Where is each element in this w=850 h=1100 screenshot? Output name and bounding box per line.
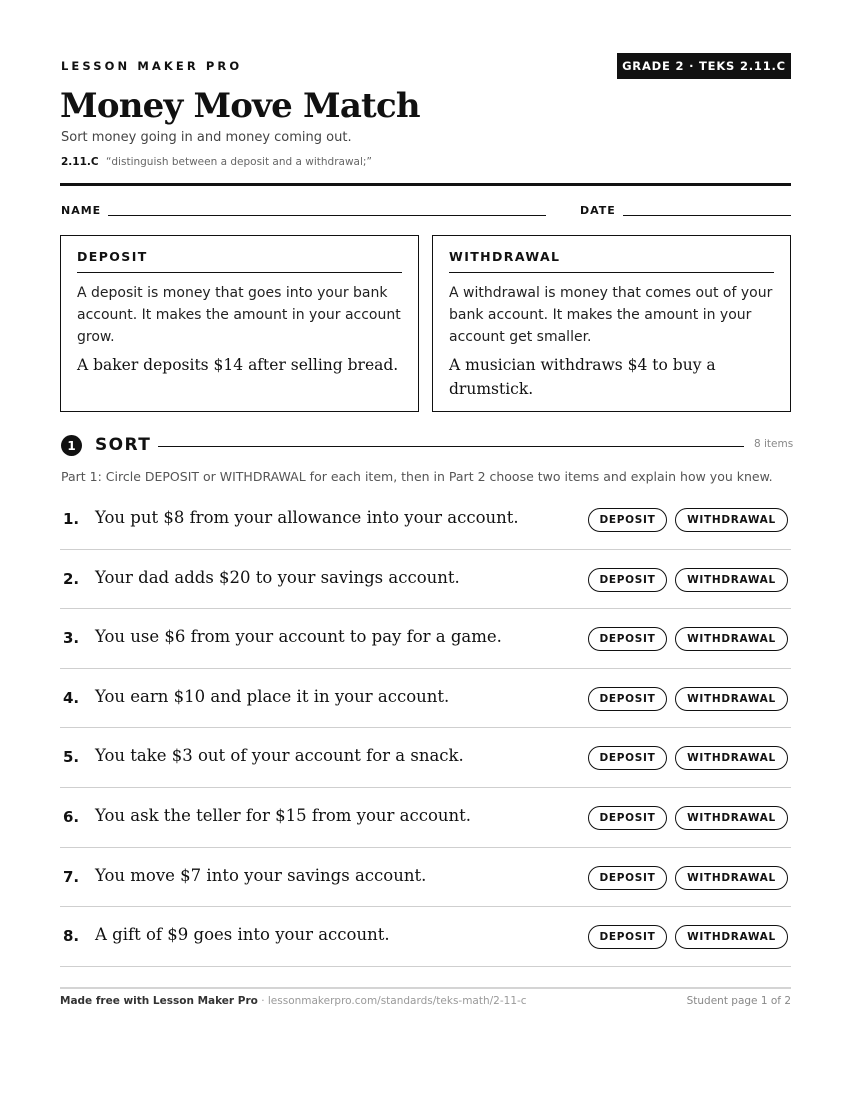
standard-text: “distinguish between a deposit and a withdrawal;” xyxy=(105,156,372,168)
item-number: 7. xyxy=(63,867,80,886)
list-item xyxy=(60,609,791,669)
brand-name: LESSON MAKER PRO xyxy=(61,59,243,73)
item-number: 8. xyxy=(63,927,80,946)
item-text: You ask the teller for $15 from your account. xyxy=(95,805,472,825)
item-list xyxy=(60,490,791,967)
list-item xyxy=(60,848,791,908)
withdrawal-choice-button[interactable]: WITHDRAWAL xyxy=(675,866,788,890)
date-field[interactable] xyxy=(623,215,791,216)
item-number: 4. xyxy=(63,688,80,707)
deposit-choice-button[interactable]: DEPOSIT xyxy=(588,508,667,532)
item-count: 8 items xyxy=(754,438,794,450)
worksheet-title: Money Move Match xyxy=(60,86,420,126)
withdrawal-choice-button[interactable]: WITHDRAWAL xyxy=(675,627,788,651)
name-label: NAME xyxy=(61,204,102,217)
section-title: SORT xyxy=(95,435,152,455)
deposit-choice-button[interactable]: DEPOSIT xyxy=(588,746,667,770)
deposit-example: A baker deposits $14 after selling bread. xyxy=(77,356,399,374)
withdrawal-example: A musician withdraws $4 to buy a drumstick. xyxy=(449,356,716,398)
item-text: You put $8 from your allowance into your account. xyxy=(95,508,519,527)
footer-credit xyxy=(60,995,527,1007)
footer-url[interactable]: lessonmakerpro.com/standards/teks-math/2-11-c xyxy=(267,995,527,1007)
withdrawal-definition-text: A withdrawal is money that comes out of your bank account. It makes the amount in your account get smaller. xyxy=(449,285,773,345)
item-text: You earn $10 and place it in your account. xyxy=(95,686,450,706)
item-text: You use $6 from your account to pay for a game. xyxy=(95,627,502,647)
withdrawal-choice-button[interactable]: WITHDRAWAL xyxy=(675,508,788,532)
deposit-choice-button[interactable]: DEPOSIT xyxy=(588,806,667,830)
worksheet-subtitle: Sort money going in and money coming out. xyxy=(61,130,352,145)
withdrawal-choice-button[interactable]: WITHDRAWAL xyxy=(675,806,788,830)
footer-made-with: Made free with Lesson Maker Pro xyxy=(60,995,258,1007)
standard-code: 2.11.C xyxy=(61,156,99,168)
list-item xyxy=(60,907,791,967)
list-item xyxy=(60,490,791,550)
deposit-choice-button[interactable]: DEPOSIT xyxy=(588,627,667,651)
item-text: You move $7 into your savings account. xyxy=(95,865,427,885)
item-number: 5. xyxy=(63,748,80,767)
page-indicator: Student page 1 of 2 xyxy=(686,995,791,1007)
item-number: 2. xyxy=(63,569,80,588)
withdrawal-choice-button[interactable]: WITHDRAWAL xyxy=(675,746,788,770)
grade-badge: GRADE 2 · TEKS 2.11.C xyxy=(617,53,791,79)
item-text: A gift of $9 goes into your account. xyxy=(95,925,390,945)
withdrawal-choice-button[interactable]: WITHDRAWAL xyxy=(675,568,788,592)
list-item xyxy=(60,728,791,788)
list-item xyxy=(60,550,791,610)
withdrawal-heading: WITHDRAWAL xyxy=(449,249,774,273)
list-item xyxy=(60,788,791,848)
item-number: 6. xyxy=(63,807,80,826)
instructions: Part 1: Circle DEPOSIT or WITHDRAWAL for each item, then in Part 2 choose two items and explain how you knew. xyxy=(61,469,773,484)
header-divider xyxy=(60,183,791,186)
withdrawal-choice-button[interactable]: WITHDRAWAL xyxy=(675,687,788,711)
item-number: 1. xyxy=(63,510,80,528)
footer-separator: · xyxy=(257,995,268,1007)
deposit-choice-button[interactable]: DEPOSIT xyxy=(588,687,667,711)
item-text: Your dad adds $20 to your savings account. xyxy=(95,567,460,587)
list-item xyxy=(60,669,791,729)
item-text: You take $3 out of your account for a snack. xyxy=(95,746,464,766)
standard-reference xyxy=(61,156,372,168)
deposit-choice-button[interactable]: DEPOSIT xyxy=(588,925,667,949)
section-divider xyxy=(158,446,744,447)
deposit-choice-button[interactable]: DEPOSIT xyxy=(588,866,667,890)
item-number: 3. xyxy=(63,629,80,648)
deposit-heading: DEPOSIT xyxy=(77,249,402,273)
withdrawal-choice-button[interactable]: WITHDRAWAL xyxy=(675,925,788,949)
name-field[interactable] xyxy=(108,215,546,216)
footer-divider xyxy=(60,987,791,989)
section-number-badge: 1 xyxy=(61,435,82,456)
deposit-definition-text: A deposit is money that goes into your bank account. It makes the amount in your account grow. xyxy=(77,285,401,345)
withdrawal-definition-box xyxy=(432,235,791,412)
date-label: DATE xyxy=(580,204,616,217)
deposit-choice-button[interactable]: DEPOSIT xyxy=(588,568,667,592)
deposit-definition-box xyxy=(60,235,419,412)
